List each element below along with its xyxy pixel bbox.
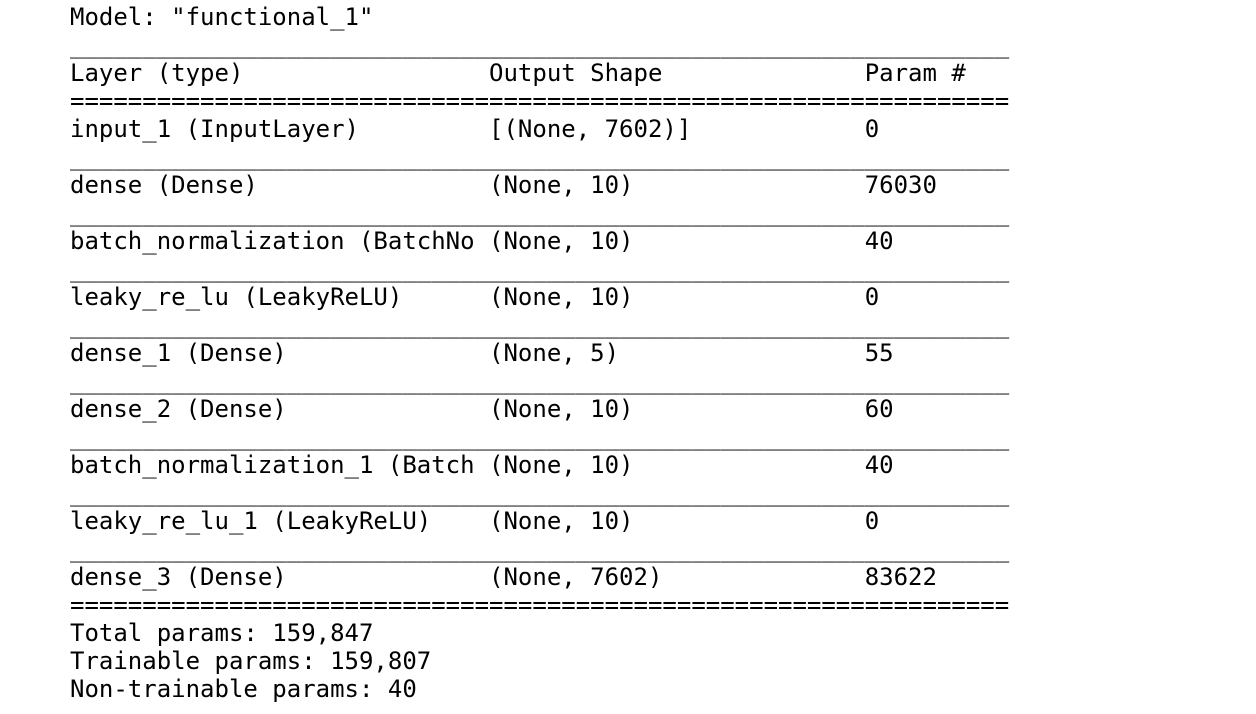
column-header-layer-type: Layer (type) (70, 59, 244, 87)
cell-layer-type: batch_normalization (BatchNo (70, 227, 475, 255)
total-params-line: Total params: 159,847 (70, 619, 374, 647)
table-row-dense-2 (70, 395, 1024, 423)
trainable-params-line: Trainable params: 159,807 (70, 647, 432, 675)
table-row-batch-normalization (70, 227, 1024, 255)
cell-param-count: 83622 (864, 563, 937, 591)
table-row-dense (70, 171, 1024, 199)
cell-layer-type: dense_2 (Dense) (70, 395, 287, 423)
cell-output-shape: (None, 10) (489, 507, 634, 535)
cell-layer-type: dense_3 (Dense) (70, 563, 287, 591)
cell-layer-type: leaky_re_lu_1 (LeakyReLU) (70, 507, 432, 535)
column-header-output-shape: Output Shape (489, 59, 663, 87)
table-row-dense-1 (70, 339, 1024, 367)
cell-output-shape: (None, 10) (489, 451, 634, 479)
cell-layer-type: dense_1 (Dense) (70, 339, 287, 367)
non-trainable-params-line: Non-trainable params: 40 (70, 675, 417, 703)
separator-line: _________________________________________________________________ (70, 199, 1010, 227)
cell-layer-type: input_1 (InputLayer) (70, 115, 359, 143)
cell-output-shape: (None, 10) (489, 227, 634, 255)
cell-param-count: 0 (864, 283, 880, 311)
cell-output-shape: (None, 10) (489, 395, 634, 423)
table-row-batch-normalization-1 (70, 451, 1024, 479)
cell-param-count: 60 (864, 395, 894, 423)
cell-output-shape: (None, 7602) (489, 563, 663, 591)
separator-line: _________________________________________________________________ (70, 31, 1010, 59)
cell-output-shape: (None, 5) (489, 339, 620, 367)
separator-line-double: ================================================================= (70, 87, 1010, 115)
cell-output-shape: (None, 10) (489, 171, 634, 199)
cell-output-shape: [(None, 7602)] (489, 115, 692, 143)
table-header-row (70, 59, 1024, 87)
cell-param-count: 0 (864, 115, 880, 143)
model-summary-output (70, 3, 1024, 703)
model-title: Model: "functional_1" (70, 3, 374, 31)
cell-param-count: 55 (864, 339, 894, 367)
cell-param-count: 40 (864, 227, 894, 255)
separator-line: _________________________________________________________________ (70, 311, 1010, 339)
cell-param-count: 40 (864, 451, 894, 479)
cell-param-count: 0 (864, 507, 880, 535)
cell-layer-type: leaky_re_lu (LeakyReLU) (70, 283, 403, 311)
separator-line: _________________________________________________________________ (70, 143, 1010, 171)
separator-line: _________________________________________________________________ (70, 423, 1010, 451)
separator-line: _________________________________________________________________ (70, 367, 1010, 395)
cell-output-shape: (None, 10) (489, 283, 634, 311)
separator-line: _________________________________________________________________ (70, 535, 1010, 563)
table-row-input-1 (70, 115, 1024, 143)
separator-line-double: ================================================================= (70, 591, 1010, 619)
separator-line: _________________________________________________________________ (70, 255, 1010, 283)
column-header-param-count: Param # (864, 59, 966, 87)
cell-layer-type: dense (Dense) (70, 171, 258, 199)
table-row-leaky-re-lu (70, 283, 1024, 311)
table-row-leaky-re-lu-1 (70, 507, 1024, 535)
separator-line: _________________________________________________________________ (70, 479, 1010, 507)
cell-param-count: 76030 (864, 171, 937, 199)
cell-layer-type: batch_normalization_1 (Batch (70, 451, 475, 479)
table-row-dense-3 (70, 563, 1024, 591)
